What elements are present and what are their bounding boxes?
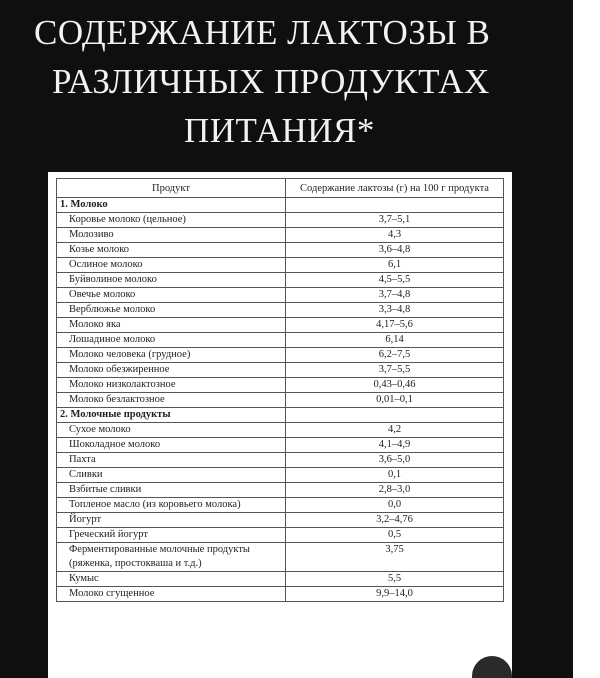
lactose-value: 2,8–3,0 — [286, 483, 504, 498]
lactose-table — [56, 178, 504, 602]
lactose-value: 6,1 — [286, 258, 504, 273]
lactose-value: 6,2–7,5 — [286, 348, 504, 363]
table-row — [57, 378, 504, 393]
table-row — [57, 438, 504, 453]
table-row — [57, 468, 504, 483]
product-name: Молоко сгущенное — [57, 587, 286, 602]
table-row — [57, 258, 504, 273]
table-row — [57, 528, 504, 543]
product-name: Молоко человека (грудное) — [57, 348, 286, 363]
product-name: Молоко безлактозное — [57, 393, 286, 408]
lactose-value: 3,2–4,76 — [286, 513, 504, 528]
section-empty-cell — [286, 198, 504, 213]
product-name: Козье молоко — [57, 243, 286, 258]
lactose-value: 4,1–4,9 — [286, 438, 504, 453]
lactose-value: 4,17–5,6 — [286, 318, 504, 333]
product-name: Йогурт — [57, 513, 286, 528]
title-line-1: СОДЕРЖАНИЕ ЛАКТОЗЫ В — [34, 13, 491, 52]
lactose-value: 4,2 — [286, 423, 504, 438]
lactose-value: 4,3 — [286, 228, 504, 243]
product-name: Топленое масло (из коровьего молока) — [57, 498, 286, 513]
lactose-value: 0,0 — [286, 498, 504, 513]
product-name: Ферментированные молочные продукты (ряженка, простокваша и т.д.) — [57, 543, 286, 572]
table-row — [57, 273, 504, 288]
table-row — [57, 587, 504, 602]
lactose-value: 6,14 — [286, 333, 504, 348]
lactose-value: 3,3–4,8 — [286, 303, 504, 318]
table-row — [57, 513, 504, 528]
lactose-value: 3,6–4,8 — [286, 243, 504, 258]
table-row — [57, 243, 504, 258]
table-body — [57, 198, 504, 602]
table-row — [57, 498, 504, 513]
table-row — [57, 572, 504, 587]
table-row — [57, 333, 504, 348]
product-name: Греческий йогурт — [57, 528, 286, 543]
product-name: Молоко низколактозное — [57, 378, 286, 393]
table-row — [57, 363, 504, 378]
product-name: Молоко яка — [57, 318, 286, 333]
table-header-row — [57, 179, 504, 198]
product-name: Взбитые сливки — [57, 483, 286, 498]
lactose-value: 3,6–5,0 — [286, 453, 504, 468]
product-name: Кумыс — [57, 572, 286, 587]
header-product: Продукт — [57, 179, 286, 198]
product-name: Лошадиное молоко — [57, 333, 286, 348]
right-margin — [573, 0, 600, 678]
lactose-value: 3,75 — [286, 543, 504, 572]
lactose-value: 4,5–5,5 — [286, 273, 504, 288]
section-title: 2. Молочные продукты — [57, 408, 286, 423]
table-row — [57, 348, 504, 363]
product-name: Пахта — [57, 453, 286, 468]
table-row — [57, 483, 504, 498]
title-line-2: РАЗЛИЧНЫХ ПРОДУКТАХ — [52, 62, 490, 101]
lactose-value: 0,43–0,46 — [286, 378, 504, 393]
product-name: Сливки — [57, 468, 286, 483]
product-name: Ослиное молоко — [57, 258, 286, 273]
product-name: Коровье молоко (цельное) — [57, 213, 286, 228]
product-name: Молозиво — [57, 228, 286, 243]
section-row — [57, 198, 504, 213]
lactose-value: 3,7–5,1 — [286, 213, 504, 228]
table-row — [57, 213, 504, 228]
table-row — [57, 423, 504, 438]
table-row — [57, 318, 504, 333]
section-title: 1. Молоко — [57, 198, 286, 213]
product-name: Буйволиное молоко — [57, 273, 286, 288]
table-row — [57, 453, 504, 468]
lactose-value: 9,9–14,0 — [286, 587, 504, 602]
lactose-value: 3,7–5,5 — [286, 363, 504, 378]
page-title — [0, 8, 573, 155]
section-row — [57, 408, 504, 423]
header-content: Содержание лактозы (г) на 100 г продукта — [286, 179, 504, 198]
lactose-value: 0,5 — [286, 528, 504, 543]
table-row — [57, 393, 504, 408]
table-row — [57, 288, 504, 303]
product-name: Верблюжье молоко — [57, 303, 286, 318]
lactose-value: 0,1 — [286, 468, 504, 483]
lactose-value: 5,5 — [286, 572, 504, 587]
lactose-value: 3,7–4,8 — [286, 288, 504, 303]
product-name: Сухое молоко — [57, 423, 286, 438]
section-empty-cell — [286, 408, 504, 423]
product-name: Шоколадное молоко — [57, 438, 286, 453]
table-row — [57, 543, 504, 572]
title-line-3: ПИТАНИЯ* — [184, 111, 375, 150]
lactose-value: 0,01–0,1 — [286, 393, 504, 408]
table-row — [57, 303, 504, 318]
table-sheet — [48, 172, 512, 678]
table-row — [57, 228, 504, 243]
product-name: Овечье молоко — [57, 288, 286, 303]
product-name: Молоко обезжиренное — [57, 363, 286, 378]
